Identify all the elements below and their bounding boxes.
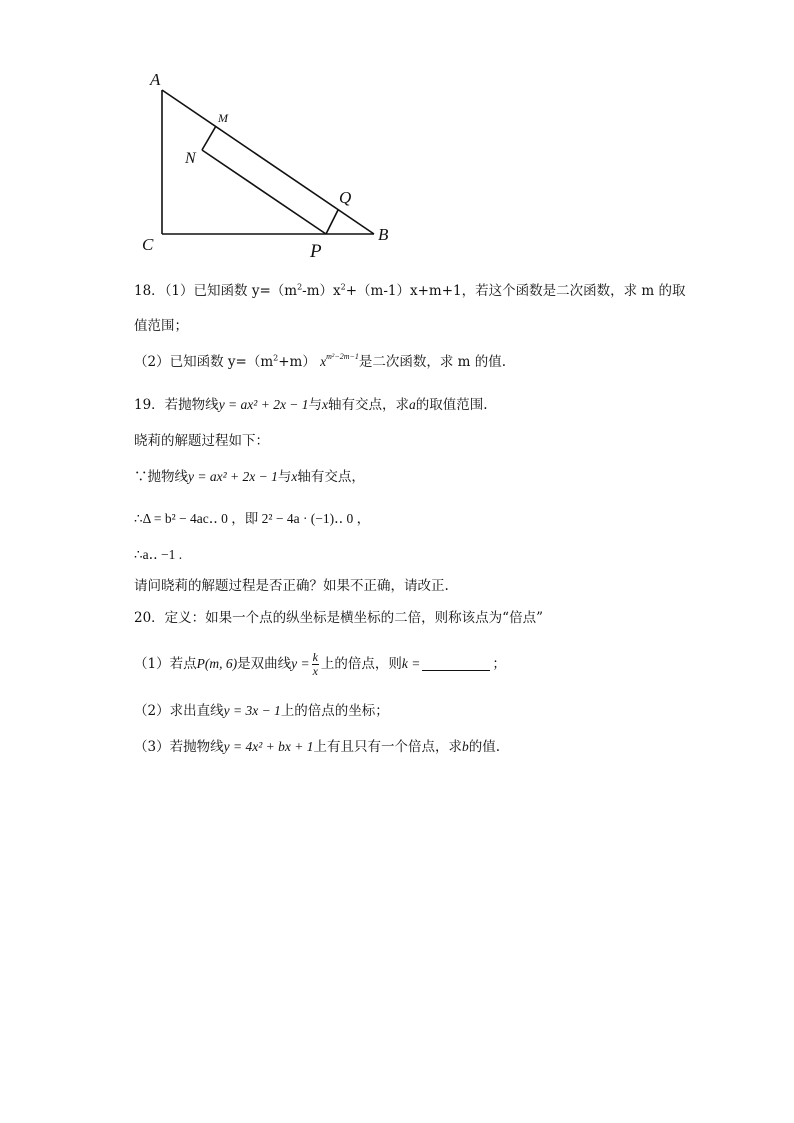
q19-question: 19．若抛物线y = ax² + 2x − 1与x轴有交点，求a的取值范围. [134, 397, 488, 413]
q20-part3: （3）若抛物线y = 4x² + bx + 1上有且只有一个倍点，求b的值. [134, 739, 500, 755]
q19-step2: ∴Δ = b² − 4ac‥ 0 ，即 2² − 4a · (−1)‥ 0 ， [134, 511, 371, 526]
label-q: Q [339, 188, 352, 207]
q18-part1-line2: 值范围； [134, 318, 188, 334]
q19-prompt: 请问晓莉的解题过程是否正确？如果不正确，请改正. [134, 578, 449, 594]
label-n: N [185, 150, 196, 167]
triangle-diagram [130, 64, 420, 264]
q19-step1: ∵抛物线y = ax² + 2x − 1与x轴有交点， [134, 469, 365, 485]
q20-definition: 20．定义：如果一个点的纵坐标是横坐标的二倍，则称该点为“倍点” [134, 610, 543, 626]
segment-np [202, 150, 326, 234]
label-c: C [142, 235, 154, 254]
segment-mn [202, 126, 216, 150]
label-a: A [150, 70, 161, 89]
fraction-k-over-x: $\frac{k}{x}$ [312, 650, 318, 678]
q20-part2: （2）求出直线y = 3x − 1上的倍点的坐标； [134, 703, 389, 719]
label-p: P [310, 241, 322, 262]
q18-part2: （2）已知函数 $y=(m^2+m)$ $x^{m^2-2m-1}$是二次函数，求 m 的值. [134, 352, 507, 370]
q19-intro: 晓莉的解题过程如下： [134, 433, 269, 449]
label-m: M [218, 111, 228, 125]
q18-number: 18． [134, 283, 165, 299]
q18-part1-line1: 18．（1）已知函数 $y=(m^2-m)x^2+(m-1)x+m+1$，若这个函数是二次函数，求 m 的取 [134, 282, 686, 299]
segment-pq [326, 210, 338, 234]
triangle-figure [130, 64, 420, 264]
q19-step3: ∴a‥ −1 . [134, 547, 183, 562]
q19-equation: y = ax² + 2x − 1 [218, 397, 309, 412]
q20-part1: （1）若点P(m, 6)是双曲线y = $\frac{k}{x}$ 上的倍点，则k = ； [134, 650, 506, 678]
label-b: B [378, 225, 389, 244]
answer-blank[interactable] [422, 656, 490, 671]
